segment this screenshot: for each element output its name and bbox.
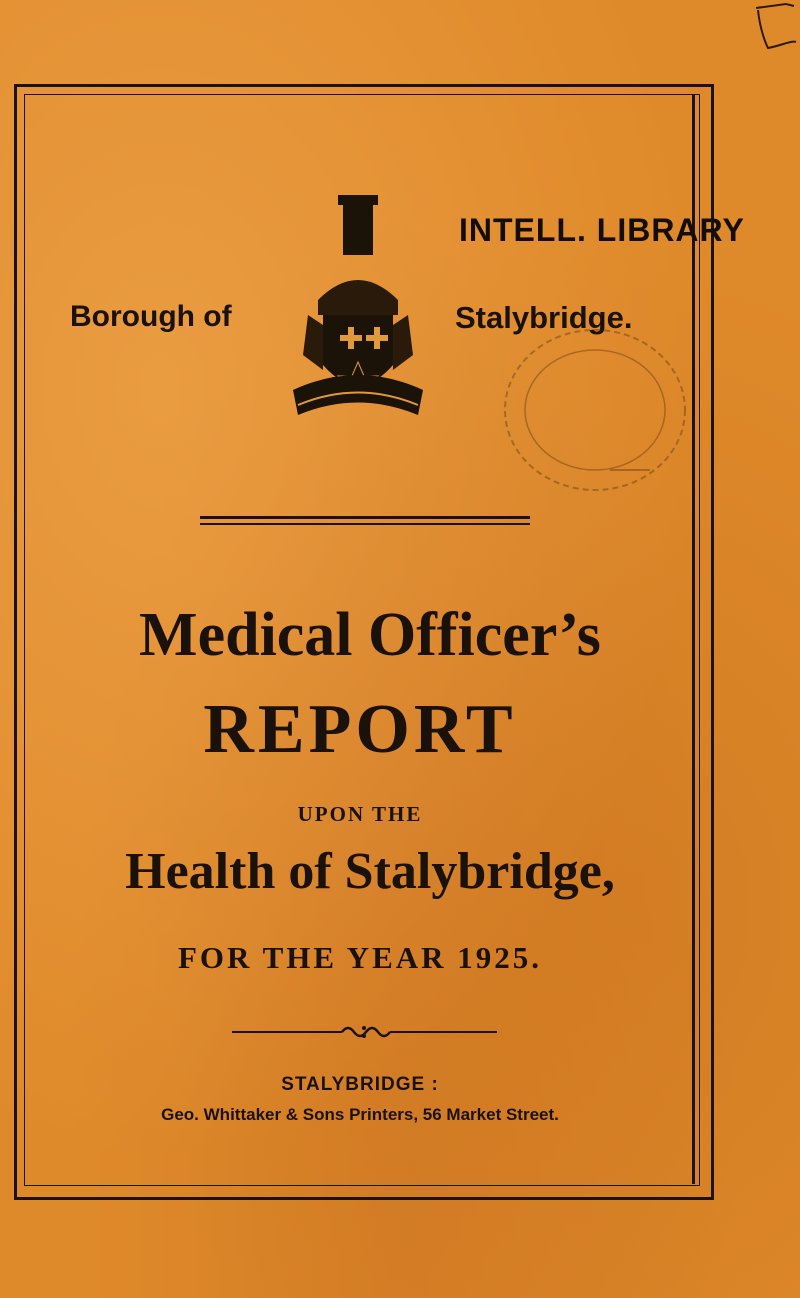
- imprint-place: STALYBRIDGE :: [281, 1074, 439, 1095]
- border-accent: [692, 94, 695, 1184]
- title-line-1: Medical Officer’s: [139, 601, 601, 669]
- coat-of-arms-icon: [288, 190, 428, 440]
- subtitle-health: Health of Stalybridge,: [125, 843, 615, 900]
- corner-scribble: [746, 0, 800, 60]
- ornamental-divider-icon: [232, 1022, 497, 1042]
- town-label: Stalybridge.: [455, 300, 633, 335]
- imprint-printer: Geo. Whittaker & Sons Printers, 56 Market Street.: [161, 1105, 559, 1124]
- library-stamp-impression: [500, 325, 690, 495]
- title-line-2: REPORT: [203, 691, 517, 768]
- subtitle-upon: UPON THE: [297, 802, 423, 826]
- library-stamp: INTELL. LIBRARY: [459, 212, 745, 248]
- double-rule-top: [200, 516, 530, 519]
- borough-label: Borough of: [70, 300, 232, 333]
- subtitle-year: FOR THE YEAR 1925.: [177, 940, 543, 975]
- double-rule-bottom: [200, 523, 530, 525]
